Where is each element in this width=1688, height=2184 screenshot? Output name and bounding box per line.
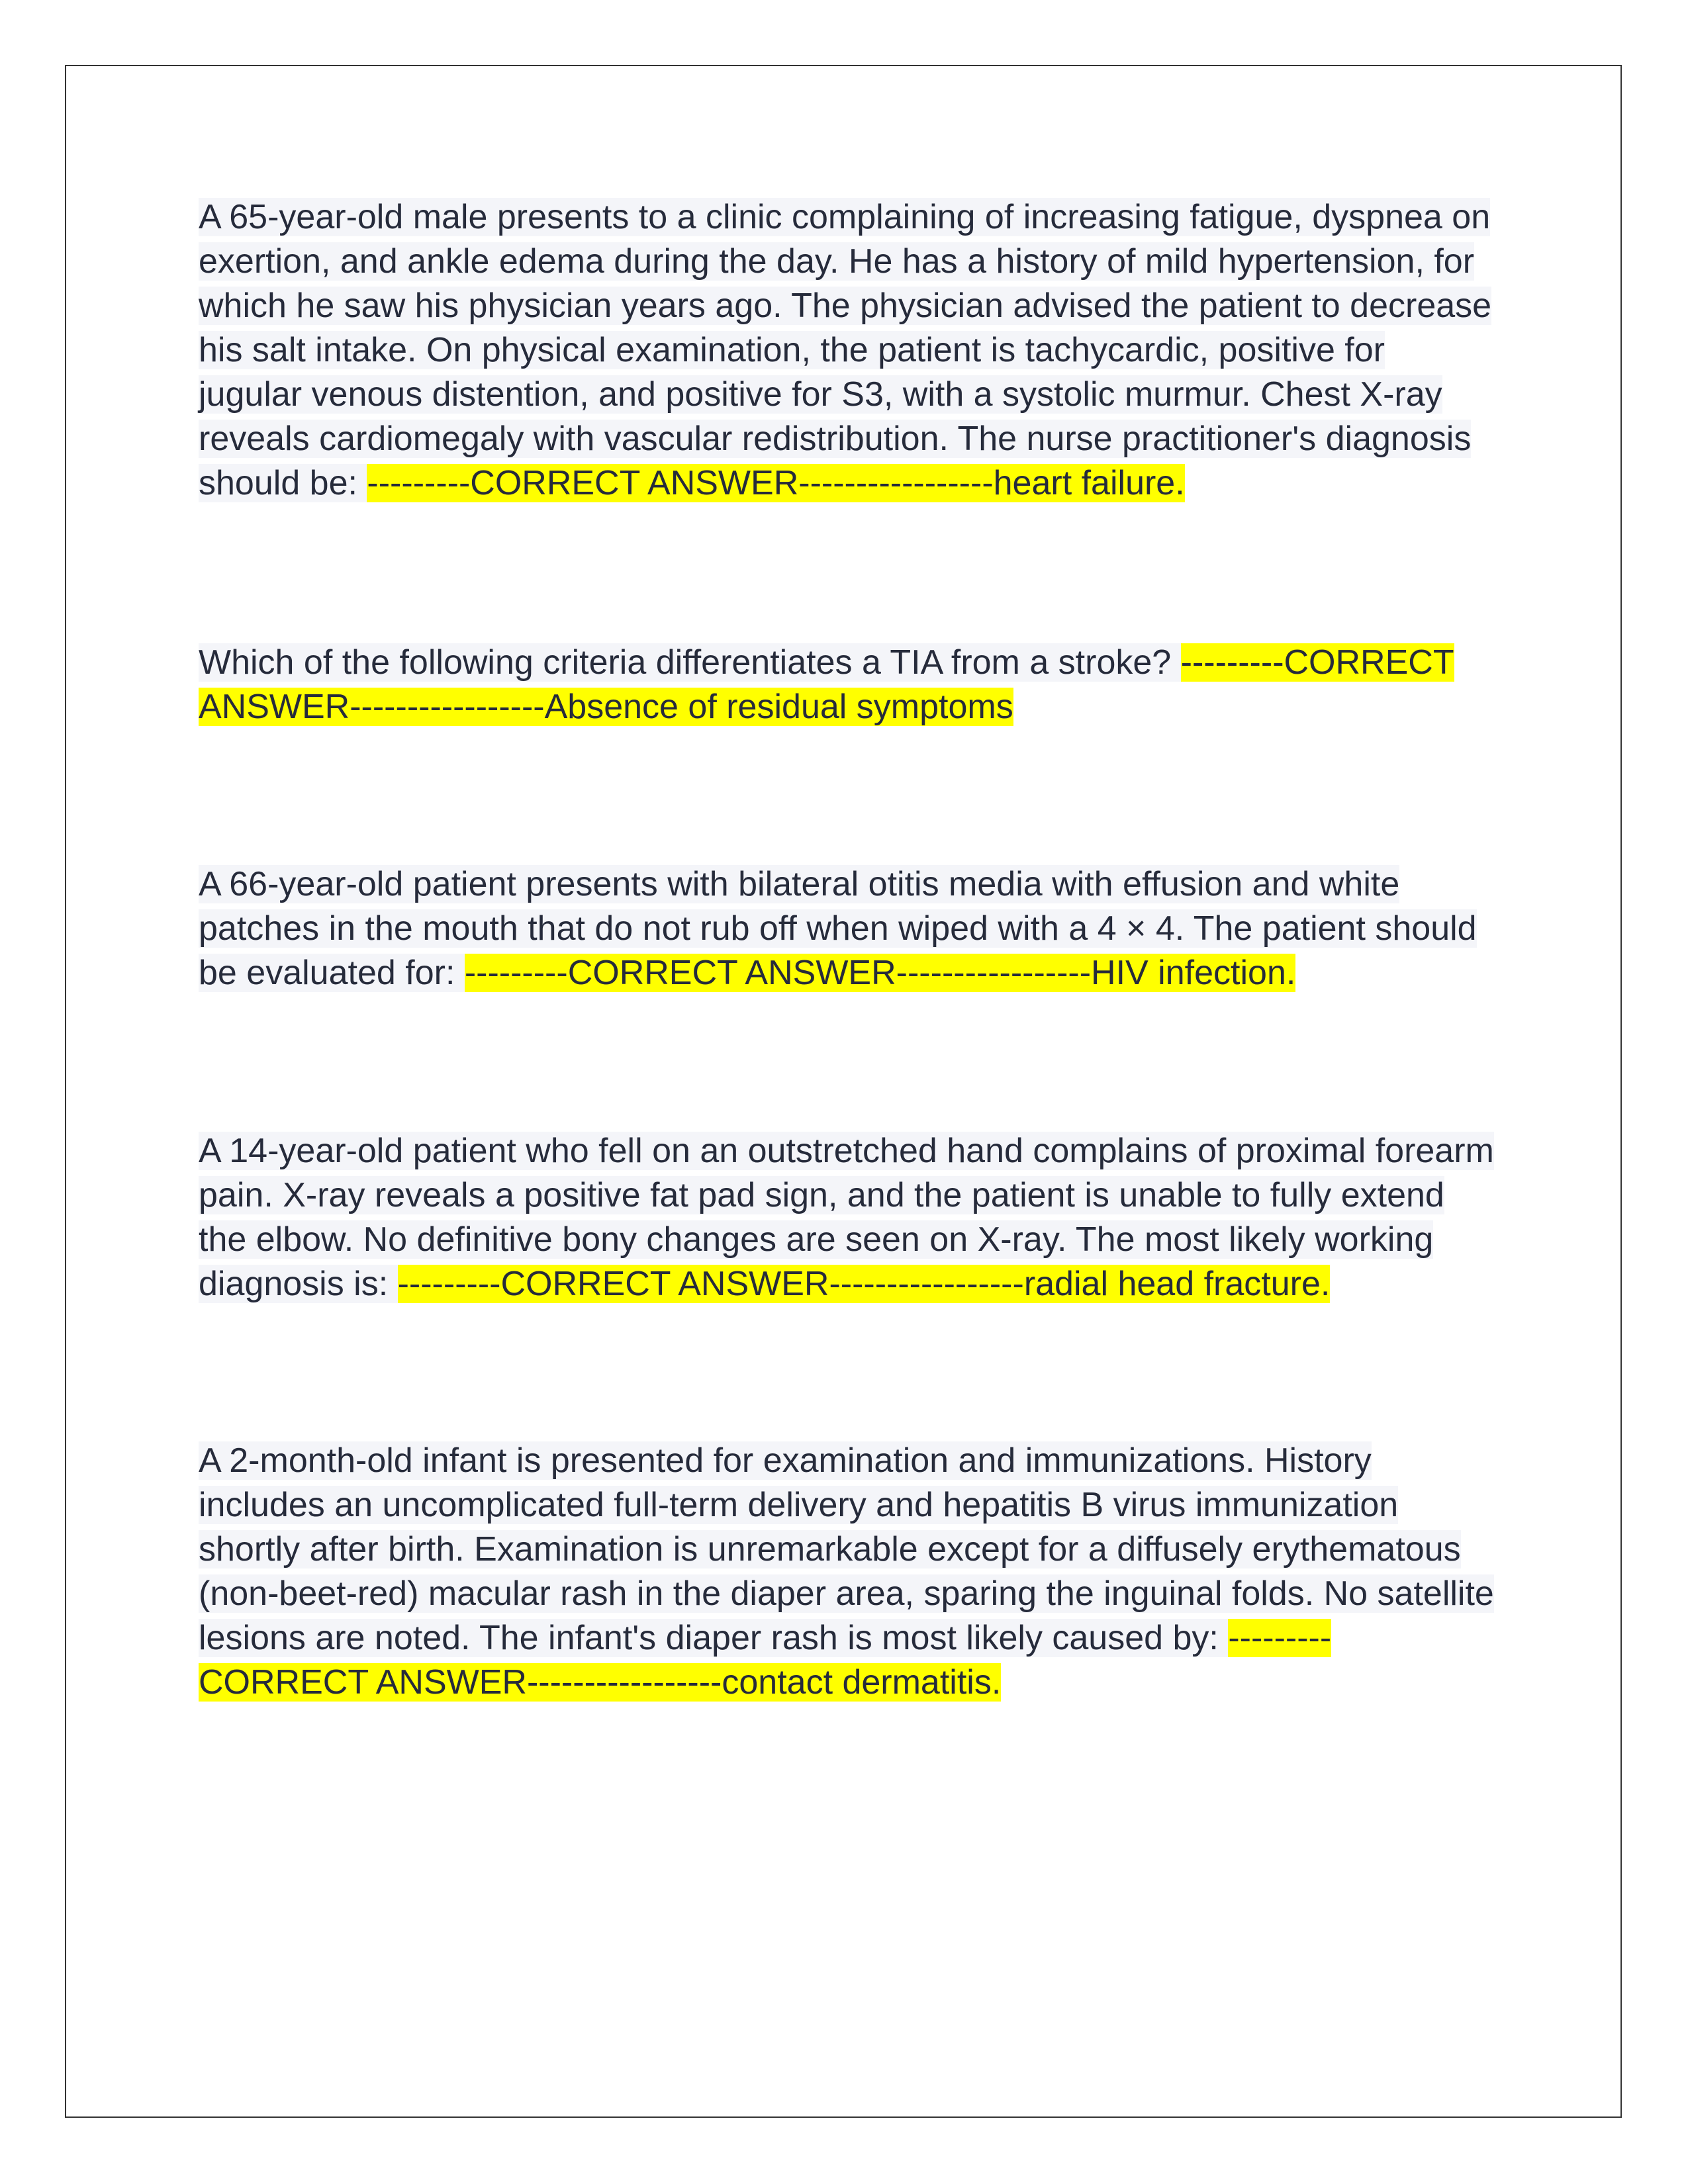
question-3 [199, 862, 1496, 995]
question-2 [199, 641, 1496, 729]
question-text: A 2-month-old infant is presented for examination and immunizations. History includes an uncomplicated full-term delivery and hepatitis B virus immunization shortly after birth. Examination is unremarkable except for a diffusely erythematous (non-beet-red) macular rash in the diaper area, sparing the inguinal folds. No satellite lesions are noted. The infant's diaper rash is most likely caused by: [199, 1441, 1494, 1657]
question-4 [199, 1129, 1496, 1306]
answer-highlight: ---------CORRECT ANSWER-----------------heart failure. [367, 464, 1185, 502]
question-text: Which of the following criteria differentiates a TIA from a stroke? [199, 643, 1181, 682]
question-text: A 14-year-old patient who fell on an outstretched hand complains of proximal forearm pain. X-ray reveals a positive fat pad sign, and the patient is unable to fully extend the elbow. No definitive bony changes are seen on X-ray. The most likely working diagnosis is: [199, 1132, 1494, 1303]
answer-highlight: ---------CORRECT ANSWER-----------------radial head fracture. [397, 1265, 1331, 1303]
answer-highlight: ---------CORRECT ANSWER-----------------Absence of residual symptoms [199, 643, 1454, 726]
document-content [199, 195, 1496, 1705]
question-5 [199, 1439, 1496, 1705]
answer-highlight: ---------CORRECT ANSWER-----------------contact dermatitis. [199, 1619, 1332, 1702]
question-1 [199, 195, 1496, 506]
question-text: A 65-year-old male presents to a clinic complaining of increasing fatigue, dyspnea on exertion, and ankle edema during the day. He has a history of mild hypertension, for which he saw his physician years ago. The physician advised the patient to decrease his salt intake. On physical examination, the patient is tachycardic, positive for jugular venous distention, and positive for S3, with a systolic murmur. Chest X-ray reveals cardiomegaly with vascular redistribution. The nurse practitioner's diagnosis should be: [199, 198, 1492, 502]
answer-highlight: ---------CORRECT ANSWER-----------------HIV infection. [464, 954, 1296, 992]
question-text: A 66-year-old patient presents with bilateral otitis media with effusion and white patches in the mouth that do not rub off when wiped with a 4 × 4. The patient should be evaluated for: [199, 865, 1477, 992]
